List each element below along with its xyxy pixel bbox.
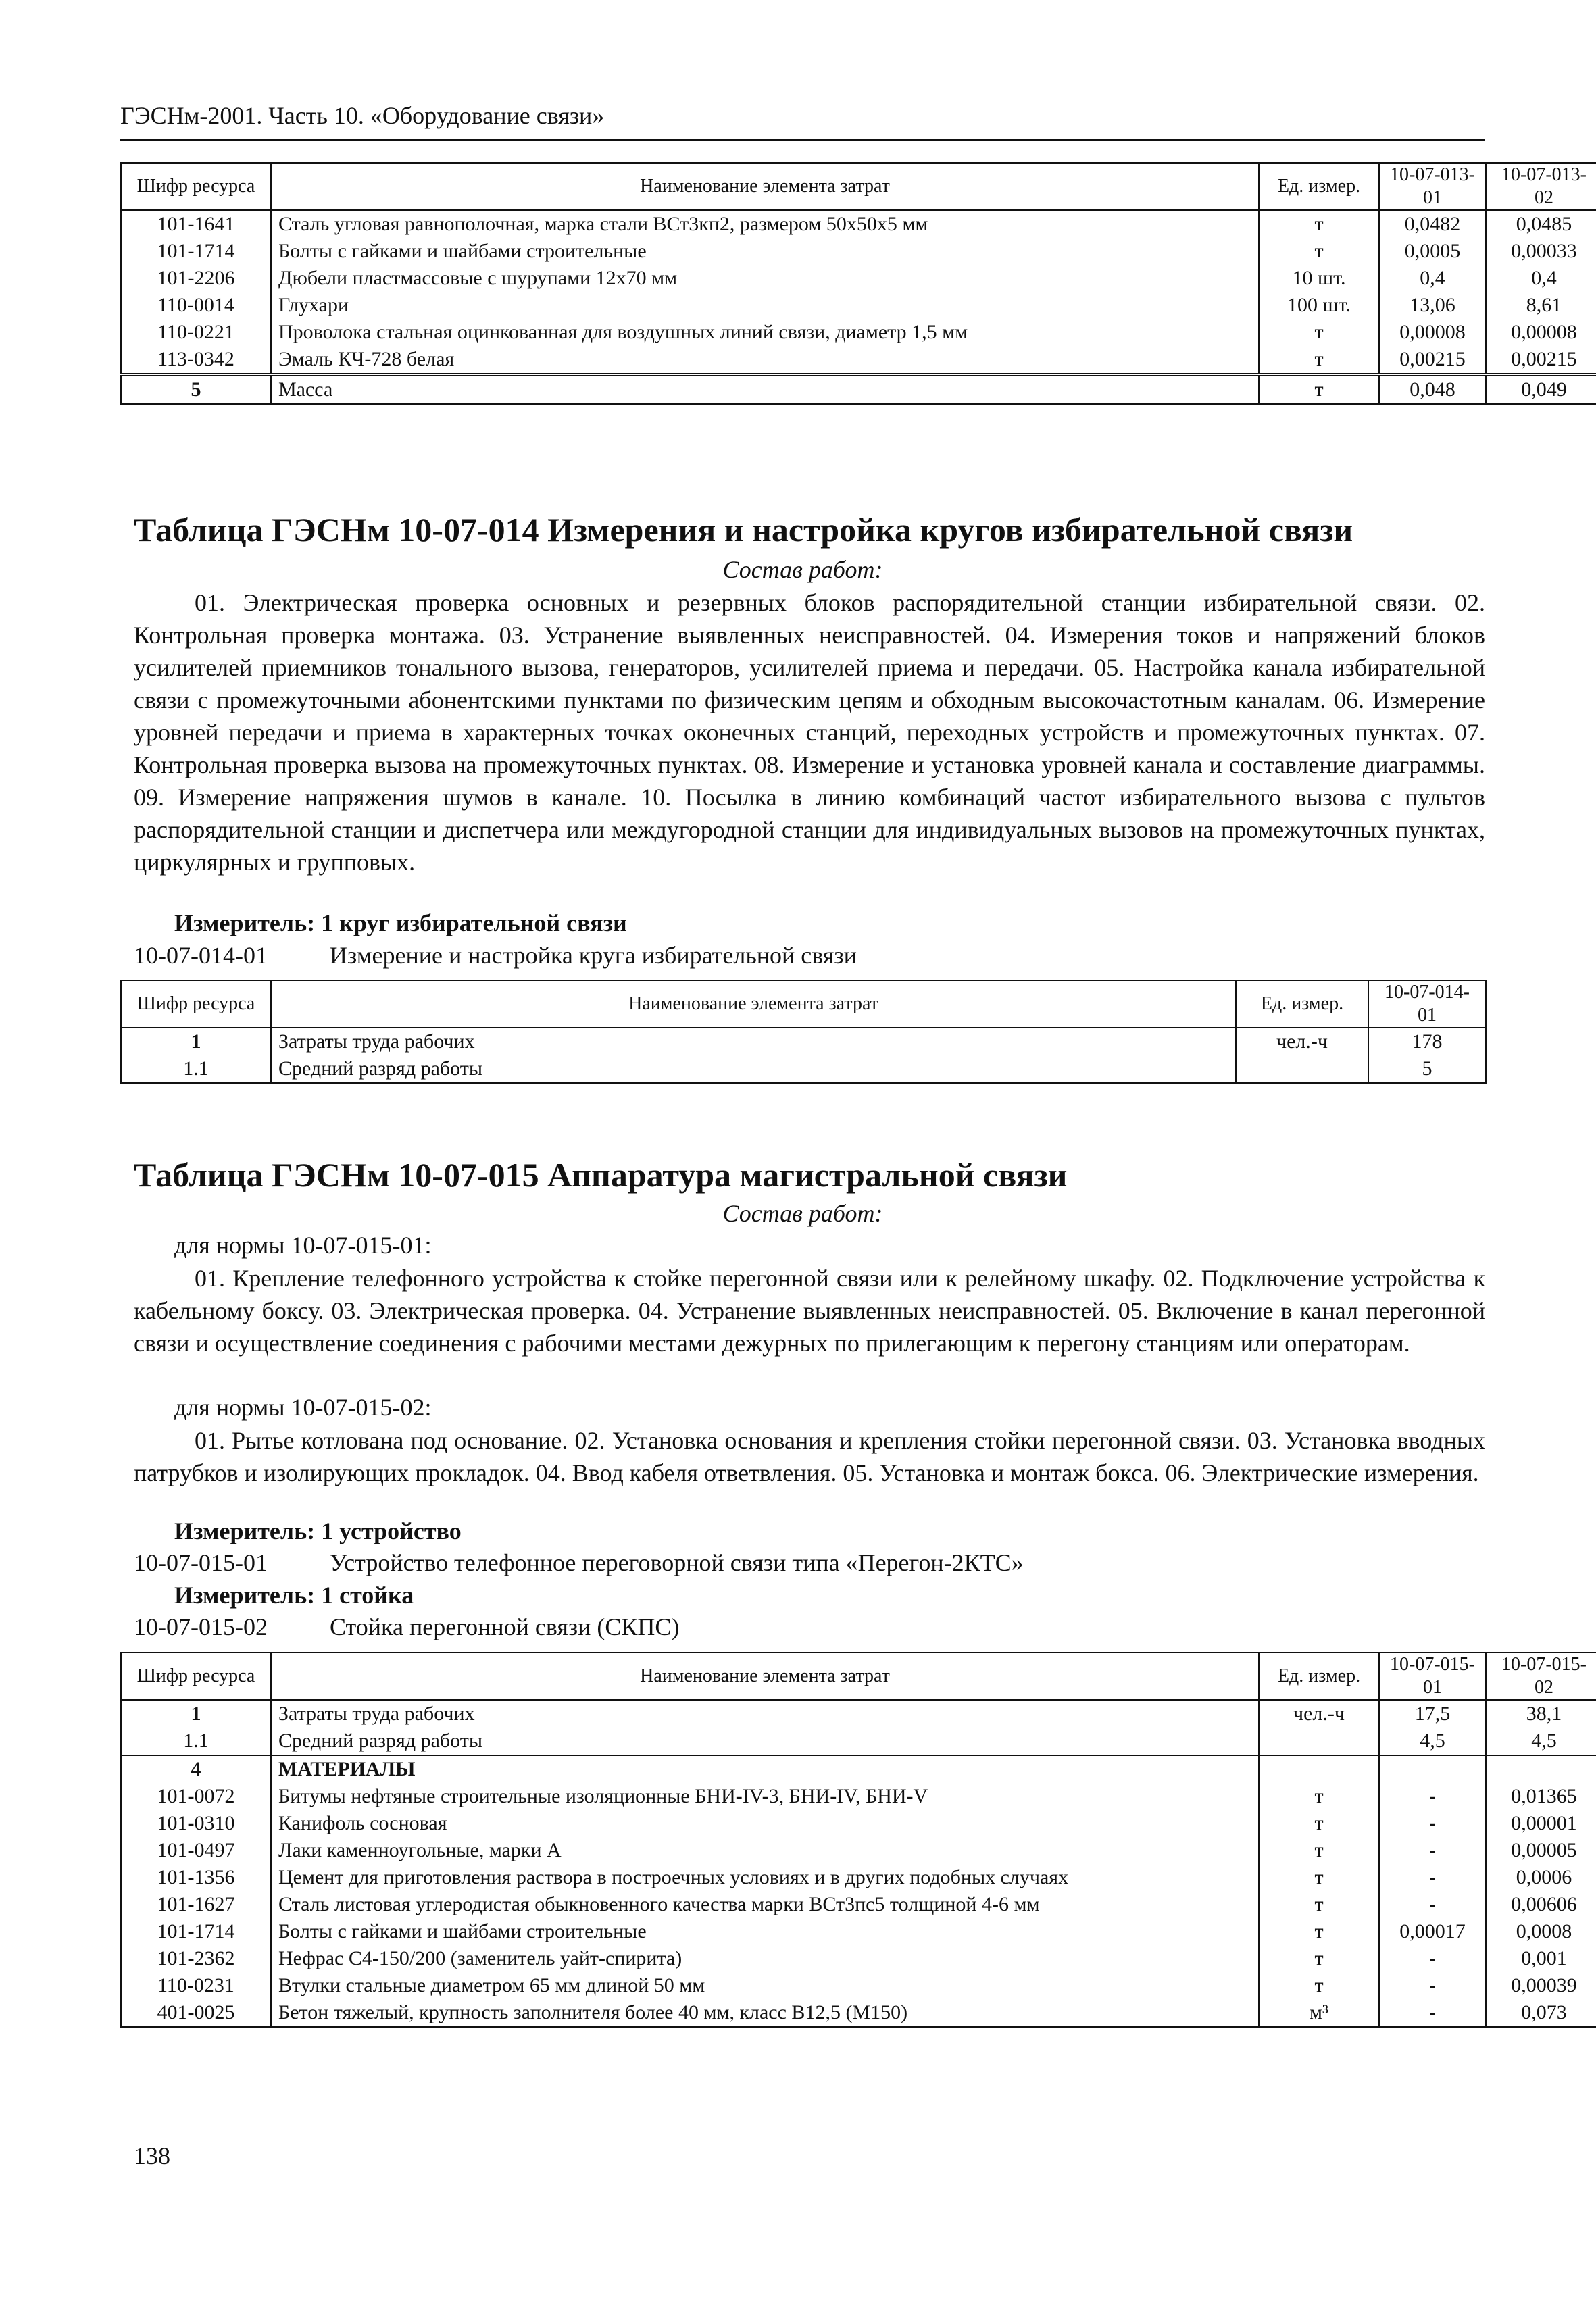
cell-code: 4	[121, 1755, 271, 1783]
col-header-code: Шифр ресурса	[121, 1653, 271, 1700]
sostav-text-014: 01. Электрическая проверка основных и резервных блоков распорядительной станции избирательной связи. 02. Контрольная проверка монтажа. 03. Устранение выявленных неисправностей. 04. Измерения токов и напряжений блоков усилителей приемников тонального вызова, генераторов, усилителей приема и передачи. 05. Настройка канала избирательной связи с промежуточными абонентскими пунктами по физическим цепям и обходным высокочастотным каналам. 06. Измерение уровней передачи и приема в характерных точках оконечных станций, переходных устройств и промежуточных пунктах. 07. Контрольная проверка вызова на промежуточных пунктах. 08. Измерение и установка уровней канала и составление диаграммы. 09. Измерение напряжения шумов в канале. 10. Посылка в линию комбинаций частот избирательного вызова с пультов распорядительной станции и диспетчера или междугородной станции для индивидуальных вызовов на промежуточных пунктах, циркулярных и групповых.	[134, 589, 1485, 876]
header-rule	[120, 139, 1485, 141]
table-cell-empty	[1379, 1755, 1486, 1783]
table-row	[121, 1783, 1596, 1810]
table-row-section	[121, 1755, 1596, 1783]
col-header-name: Наименование элемента затрат	[271, 1653, 1259, 1700]
cell-v1: -	[1379, 1810, 1486, 1837]
cell-v2: 0,0485	[1486, 210, 1596, 238]
cell-name: Болты с гайками и шайбами строительные	[271, 1918, 1259, 1945]
col-header-name: Наименование элемента затрат	[271, 980, 1236, 1028]
cell-code: 110-0231	[121, 1972, 271, 1999]
cell-code: 110-0221	[121, 319, 271, 346]
table-row	[121, 1891, 1596, 1918]
cell-unit: т	[1259, 1972, 1379, 1999]
cell-unit: т	[1259, 1810, 1379, 1837]
table-row	[121, 1864, 1596, 1891]
cell-name: Битумы нефтяные строительные изоляционные БНИ-IV-3, БНИ-IV, БНИ-V	[271, 1783, 1259, 1810]
table-row	[121, 1700, 1596, 1728]
table-row	[121, 319, 1596, 346]
cell-code: 401-0025	[121, 1999, 271, 2027]
cell-name: Нефрас С4-150/200 (заменитель уайт-спирита)	[271, 1945, 1259, 1972]
cell-v2: 0,00008	[1486, 319, 1596, 346]
cell-name: Втулки стальные диаметром 65 мм длиной 50 мм	[271, 1972, 1259, 1999]
table-cell-empty	[1259, 1755, 1379, 1783]
cell-code: 101-0310	[121, 1810, 271, 1837]
table-row	[121, 238, 1596, 265]
table-row	[121, 1972, 1596, 1999]
table-row	[121, 1945, 1596, 1972]
cell-code: 101-0497	[121, 1837, 271, 1864]
table-row	[121, 292, 1596, 319]
cell-v2: 0,00005	[1486, 1837, 1596, 1864]
cell-v2: 0,00606	[1486, 1891, 1596, 1918]
cell-unit: т	[1259, 319, 1379, 346]
table-row	[121, 1810, 1596, 1837]
cell-v1: 178	[1368, 1028, 1486, 1055]
cell-v2: 0,073	[1486, 1999, 1596, 2027]
cell-v2: 38,1	[1486, 1700, 1596, 1728]
cell-v1: 0,048	[1379, 375, 1486, 405]
cell-unit: т	[1259, 1783, 1379, 1810]
table-row	[121, 265, 1596, 292]
cell-unit: т	[1259, 1864, 1379, 1891]
cell-unit: т	[1259, 1891, 1379, 1918]
col-header-name: Наименование элемента затрат	[271, 163, 1259, 210]
cell-name: Канифоль сосновая	[271, 1810, 1259, 1837]
cell-name: Болты с гайками и шайбами строительные	[271, 238, 1259, 265]
cell-name: Затраты труда рабочих	[271, 1700, 1259, 1728]
norm-015-02: 10-07-015-02 Стойка перегонной связи (СКПС)	[134, 1613, 680, 1640]
cell-code: 101-1356	[121, 1864, 271, 1891]
cell-v1: 0,00008	[1379, 319, 1486, 346]
measurer-014: Измеритель: 1 круг избирательной связи	[174, 909, 627, 936]
cell-unit: т	[1259, 238, 1379, 265]
cell-code: 101-1627	[121, 1891, 271, 1918]
table-row	[121, 1837, 1596, 1864]
cell-name: Сталь листовая углеродистая обыкновенного качества марки ВСт3пс5 толщиной 4-6 мм	[271, 1891, 1259, 1918]
cell-unit: т	[1259, 346, 1379, 375]
cell-unit: м³	[1259, 1999, 1379, 2027]
cell-v1: 13,06	[1379, 292, 1486, 319]
cell-unit: 100 шт.	[1259, 292, 1379, 319]
cell-code: 113-0342	[121, 346, 271, 375]
col-header-norm: 10-07-013-01	[1379, 163, 1486, 210]
cell-v1: -	[1379, 1837, 1486, 1864]
cell-v1: 0,00215	[1379, 346, 1486, 375]
cell-v1: -	[1379, 1783, 1486, 1810]
section-title-015: Таблица ГЭСНм 10-07-015 Аппаратура магистральной связи	[134, 1156, 1068, 1194]
col-header-unit: Ед. измер.	[1236, 980, 1368, 1028]
table-row	[121, 1055, 1486, 1083]
cell-v2: 0,049	[1486, 375, 1596, 405]
cell-v1: -	[1379, 1999, 1486, 2027]
cell-code: 110-0014	[121, 292, 271, 319]
sostav-text-015-01: 01. Крепление телефонного устройства к стойке перегонной связи или к релейному шкафу. 02. Подключение устройства к кабельному боксу. 03. Электрическая проверка. 04. Устранение выявленных неисправностей. 05. Включение в канал перегонной связи и осуществление соединения с рабочими местами дежурных по прилегающим к перегону станциям или операторам.	[134, 1265, 1485, 1357]
cell-v2: 0,001	[1486, 1945, 1596, 1972]
cell-name: Лаки каменноугольные, марки А	[271, 1837, 1259, 1864]
cell-v1: 5	[1368, 1055, 1486, 1083]
table-015	[120, 1652, 1596, 2028]
table-row	[121, 210, 1596, 238]
running-header: ГЭСНм-2001. Часть 10. «Оборудование связи»	[120, 102, 605, 129]
sostav-text-015-02: 01. Рытье котлована под основание. 02. Установка основания и крепления стойки перегонной связи. 03. Установка вводных патрубков и изолирующих прокладок. 04. Ввод кабеля ответвления. 05. Установка и монтаж бокса. 06. Электрические измерения.	[134, 1427, 1485, 1486]
cell-v2: 0,00001	[1486, 1810, 1596, 1837]
col-header-norm: 10-07-013-02	[1486, 163, 1596, 210]
cell-v1: -	[1379, 1891, 1486, 1918]
cell-code: 1.1	[121, 1728, 271, 1755]
cell-name: Затраты труда рабочих	[271, 1028, 1236, 1055]
cell-name: Масса	[271, 375, 1259, 405]
cell-code: 101-2362	[121, 1945, 271, 1972]
norm-014-01: 10-07-014-01 Измерение и настройка круга избирательной связи	[134, 942, 857, 969]
cell-name: Сталь угловая равнополочная, марка стали ВСт3кп2, размером 50х50х5 мм	[271, 210, 1259, 238]
col-header-unit: Ед. измер.	[1259, 163, 1379, 210]
table-row-total	[121, 375, 1596, 405]
cell-v1: -	[1379, 1972, 1486, 1999]
cell-v1: 0,0005	[1379, 238, 1486, 265]
cell-name: Цемент для приготовления раствора в построечных условиях и в других подобных случаях	[271, 1864, 1259, 1891]
cell-v2: 8,61	[1486, 292, 1596, 319]
cell-v1: -	[1379, 1945, 1486, 1972]
cell-name: Дюбели пластмассовые с шурупами 12х70 мм	[271, 265, 1259, 292]
cell-v1: 4,5	[1379, 1728, 1486, 1755]
cell-code: 101-1714	[121, 1918, 271, 1945]
cell-code: 101-1641	[121, 210, 271, 238]
cell-v2: 0,00033	[1486, 238, 1596, 265]
cell-unit: т	[1259, 1837, 1379, 1864]
cell-v2: 0,4	[1486, 265, 1596, 292]
cell-unit: т	[1259, 1918, 1379, 1945]
cell-name: МАТЕРИАЛЫ	[271, 1755, 1259, 1783]
sostav-label: Состав работ:	[722, 1200, 883, 1227]
col-header-code: Шифр ресурса	[121, 163, 271, 210]
cell-v2: 0,0006	[1486, 1864, 1596, 1891]
cell-unit: чел.-ч	[1259, 1700, 1379, 1728]
cell-code: 1	[121, 1028, 271, 1055]
table-014-grid	[120, 980, 1487, 1084]
cell-code: 1.1	[121, 1055, 271, 1083]
cell-name: Проволока стальная оцинкованная для воздушных линий связи, диаметр 1,5 мм	[271, 319, 1259, 346]
cell-name: Бетон тяжелый, крупность заполнителя более 40 мм, класс В12,5 (М150)	[271, 1999, 1259, 2027]
for-norm-1: для нормы 10-07-015-01:	[174, 1232, 432, 1259]
col-header-norm: 10-07-015-01	[1379, 1653, 1486, 1700]
col-header-unit: Ед. измер.	[1259, 1653, 1379, 1700]
cell-unit	[1236, 1055, 1368, 1083]
cell-v2: 0,0008	[1486, 1918, 1596, 1945]
cell-name: Эмаль КЧ-728 белая	[271, 346, 1259, 375]
cell-v2: 0,00215	[1486, 346, 1596, 375]
cell-v2: 0,01365	[1486, 1783, 1596, 1810]
cell-code: 1	[121, 1700, 271, 1728]
cell-v1: 0,0482	[1379, 210, 1486, 238]
col-header-norm: 10-07-014-01	[1368, 980, 1486, 1028]
cell-code: 101-2206	[121, 265, 271, 292]
cell-v2: 4,5	[1486, 1728, 1596, 1755]
norm-015-01: 10-07-015-01 Устройство телефонное переговорной связи типа «Перегон-2КТС»	[134, 1549, 1024, 1576]
cell-unit: 10 шт.	[1259, 265, 1379, 292]
measurer-015-1: Измеритель: 1 устройство	[174, 1517, 462, 1544]
cell-code: 101-0072	[121, 1783, 271, 1810]
table-cell-empty	[1486, 1755, 1596, 1783]
cell-unit	[1259, 1728, 1379, 1755]
cell-v1: 0,4	[1379, 265, 1486, 292]
table-row	[121, 346, 1596, 375]
cell-name: Средний разряд работы	[271, 1055, 1236, 1083]
table-row	[121, 1728, 1596, 1755]
section-title-014: Таблица ГЭСНм 10-07-014 Измерения и настройка кругов избирательной связи	[134, 511, 1353, 549]
cell-unit: т	[1259, 1945, 1379, 1972]
table-013	[120, 162, 1596, 405]
col-header-code: Шифр ресурса	[121, 980, 271, 1028]
table-row	[121, 1918, 1596, 1945]
cell-v2: 0,00039	[1486, 1972, 1596, 1999]
cell-v1: 0,00017	[1379, 1918, 1486, 1945]
table-row	[121, 1999, 1596, 2027]
sostav-label: Состав работ:	[722, 556, 883, 583]
cell-code: 101-1714	[121, 238, 271, 265]
table-row	[121, 1028, 1486, 1055]
cell-code: 5	[121, 375, 271, 405]
cell-unit: т	[1259, 375, 1379, 405]
cell-unit: т	[1259, 210, 1379, 238]
cell-unit: чел.-ч	[1236, 1028, 1368, 1055]
page-number: 138	[134, 2142, 170, 2169]
cell-v1: -	[1379, 1864, 1486, 1891]
cell-name: Средний разряд работы	[271, 1728, 1259, 1755]
measurer-015-2: Измеритель: 1 стойка	[174, 1582, 414, 1609]
cell-v1: 17,5	[1379, 1700, 1486, 1728]
col-header-norm: 10-07-015-02	[1486, 1653, 1596, 1700]
cell-name: Глухари	[271, 292, 1259, 319]
for-norm-2: для нормы 10-07-015-02:	[174, 1394, 432, 1421]
